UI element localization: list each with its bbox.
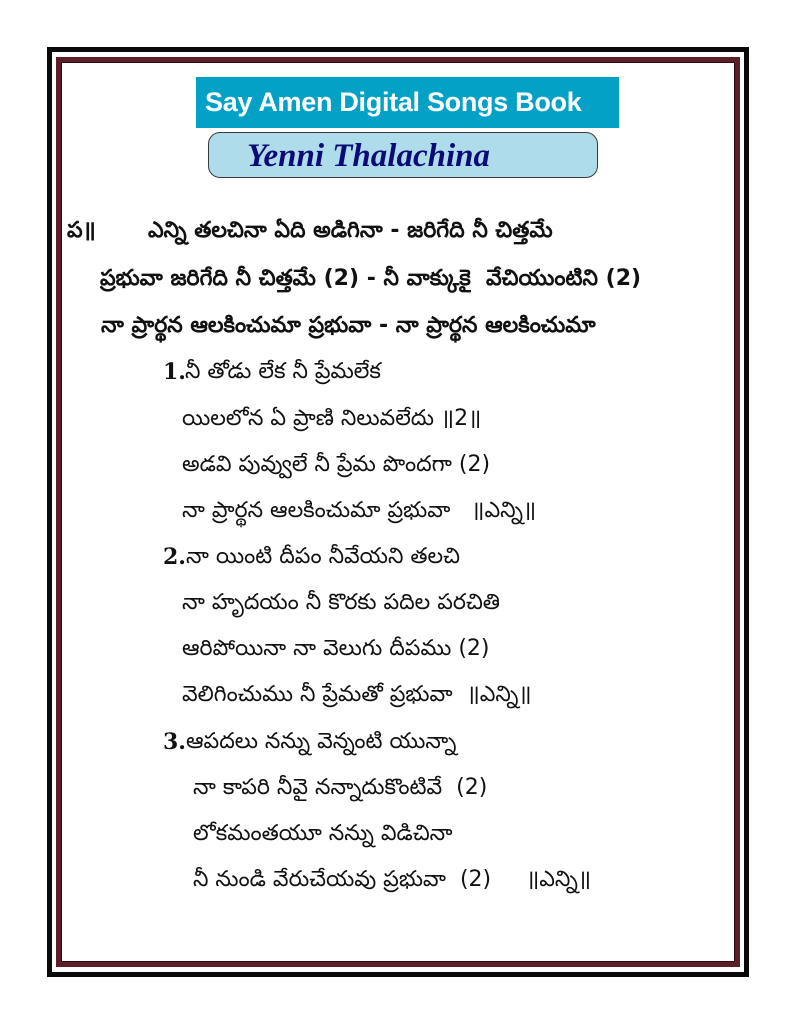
verse-line: నా ప్రార్థన ఆలకించుమా ప్రభువా ॥ఎన్ని॥	[182, 498, 537, 523]
verse-line: నీ నుండి వేరుచేయవు ప్రభువా (2) ॥ఎన్ని॥	[193, 867, 592, 892]
verse-line: నీ తోడు లేక నీ ప్రేమలేక	[185, 359, 381, 384]
chorus-line: నా ప్రార్థన ఆలకించుమా ప్రభువా - నా ప్రార్థన ఆలకించుమా	[101, 313, 596, 338]
verse-number: 2.	[163, 544, 186, 570]
chorus-line: ప్రభువా జరిగేది నీ చిత్తమే (2) - నీ వాక్కుకై వేచియుంటిని (2)	[100, 266, 642, 291]
verse-line: నా యింటి దీపం నీవేయని తలచి	[186, 544, 460, 569]
chorus-line: ఎన్ని తలచినా ఏది అడిగినా - జరిగేది నీ చిత్తమే	[148, 218, 553, 243]
verse-line: వెలిగించుము నీ ప్రేమతో ప్రభువా ॥ఎన్ని॥	[182, 682, 532, 707]
verse-line: నా కాపరి నీవై నన్నాదుకొంటివే (2)	[193, 775, 488, 800]
verse-number: 1.	[163, 359, 186, 385]
verse-line: అడవి పువ్వులే నీ ప్రేమ పొందగా (2)	[182, 452, 491, 477]
song-title: Yenni Thalachina	[247, 138, 490, 174]
verse-line: ఆపదలు నన్ను వెన్నంటి యున్నా	[186, 729, 457, 754]
chorus-marker: ప॥	[67, 218, 96, 243]
songbook-banner: Say Amen Digital Songs Book	[196, 77, 619, 128]
verse-line: ఆరిపోయినా నా వెలుగు దీపము (2)	[182, 636, 490, 661]
verse-line: నా హృదయం నీ కొరకు పదిల పరచితి	[182, 590, 500, 615]
verse-line: లోకమంతయూ నన్ను విడిచినా	[193, 821, 453, 846]
verse-number: 3.	[163, 729, 186, 755]
verse-line: యిలలోన ఏ ప్రాణి నిలువలేదు ॥2॥	[182, 406, 482, 431]
